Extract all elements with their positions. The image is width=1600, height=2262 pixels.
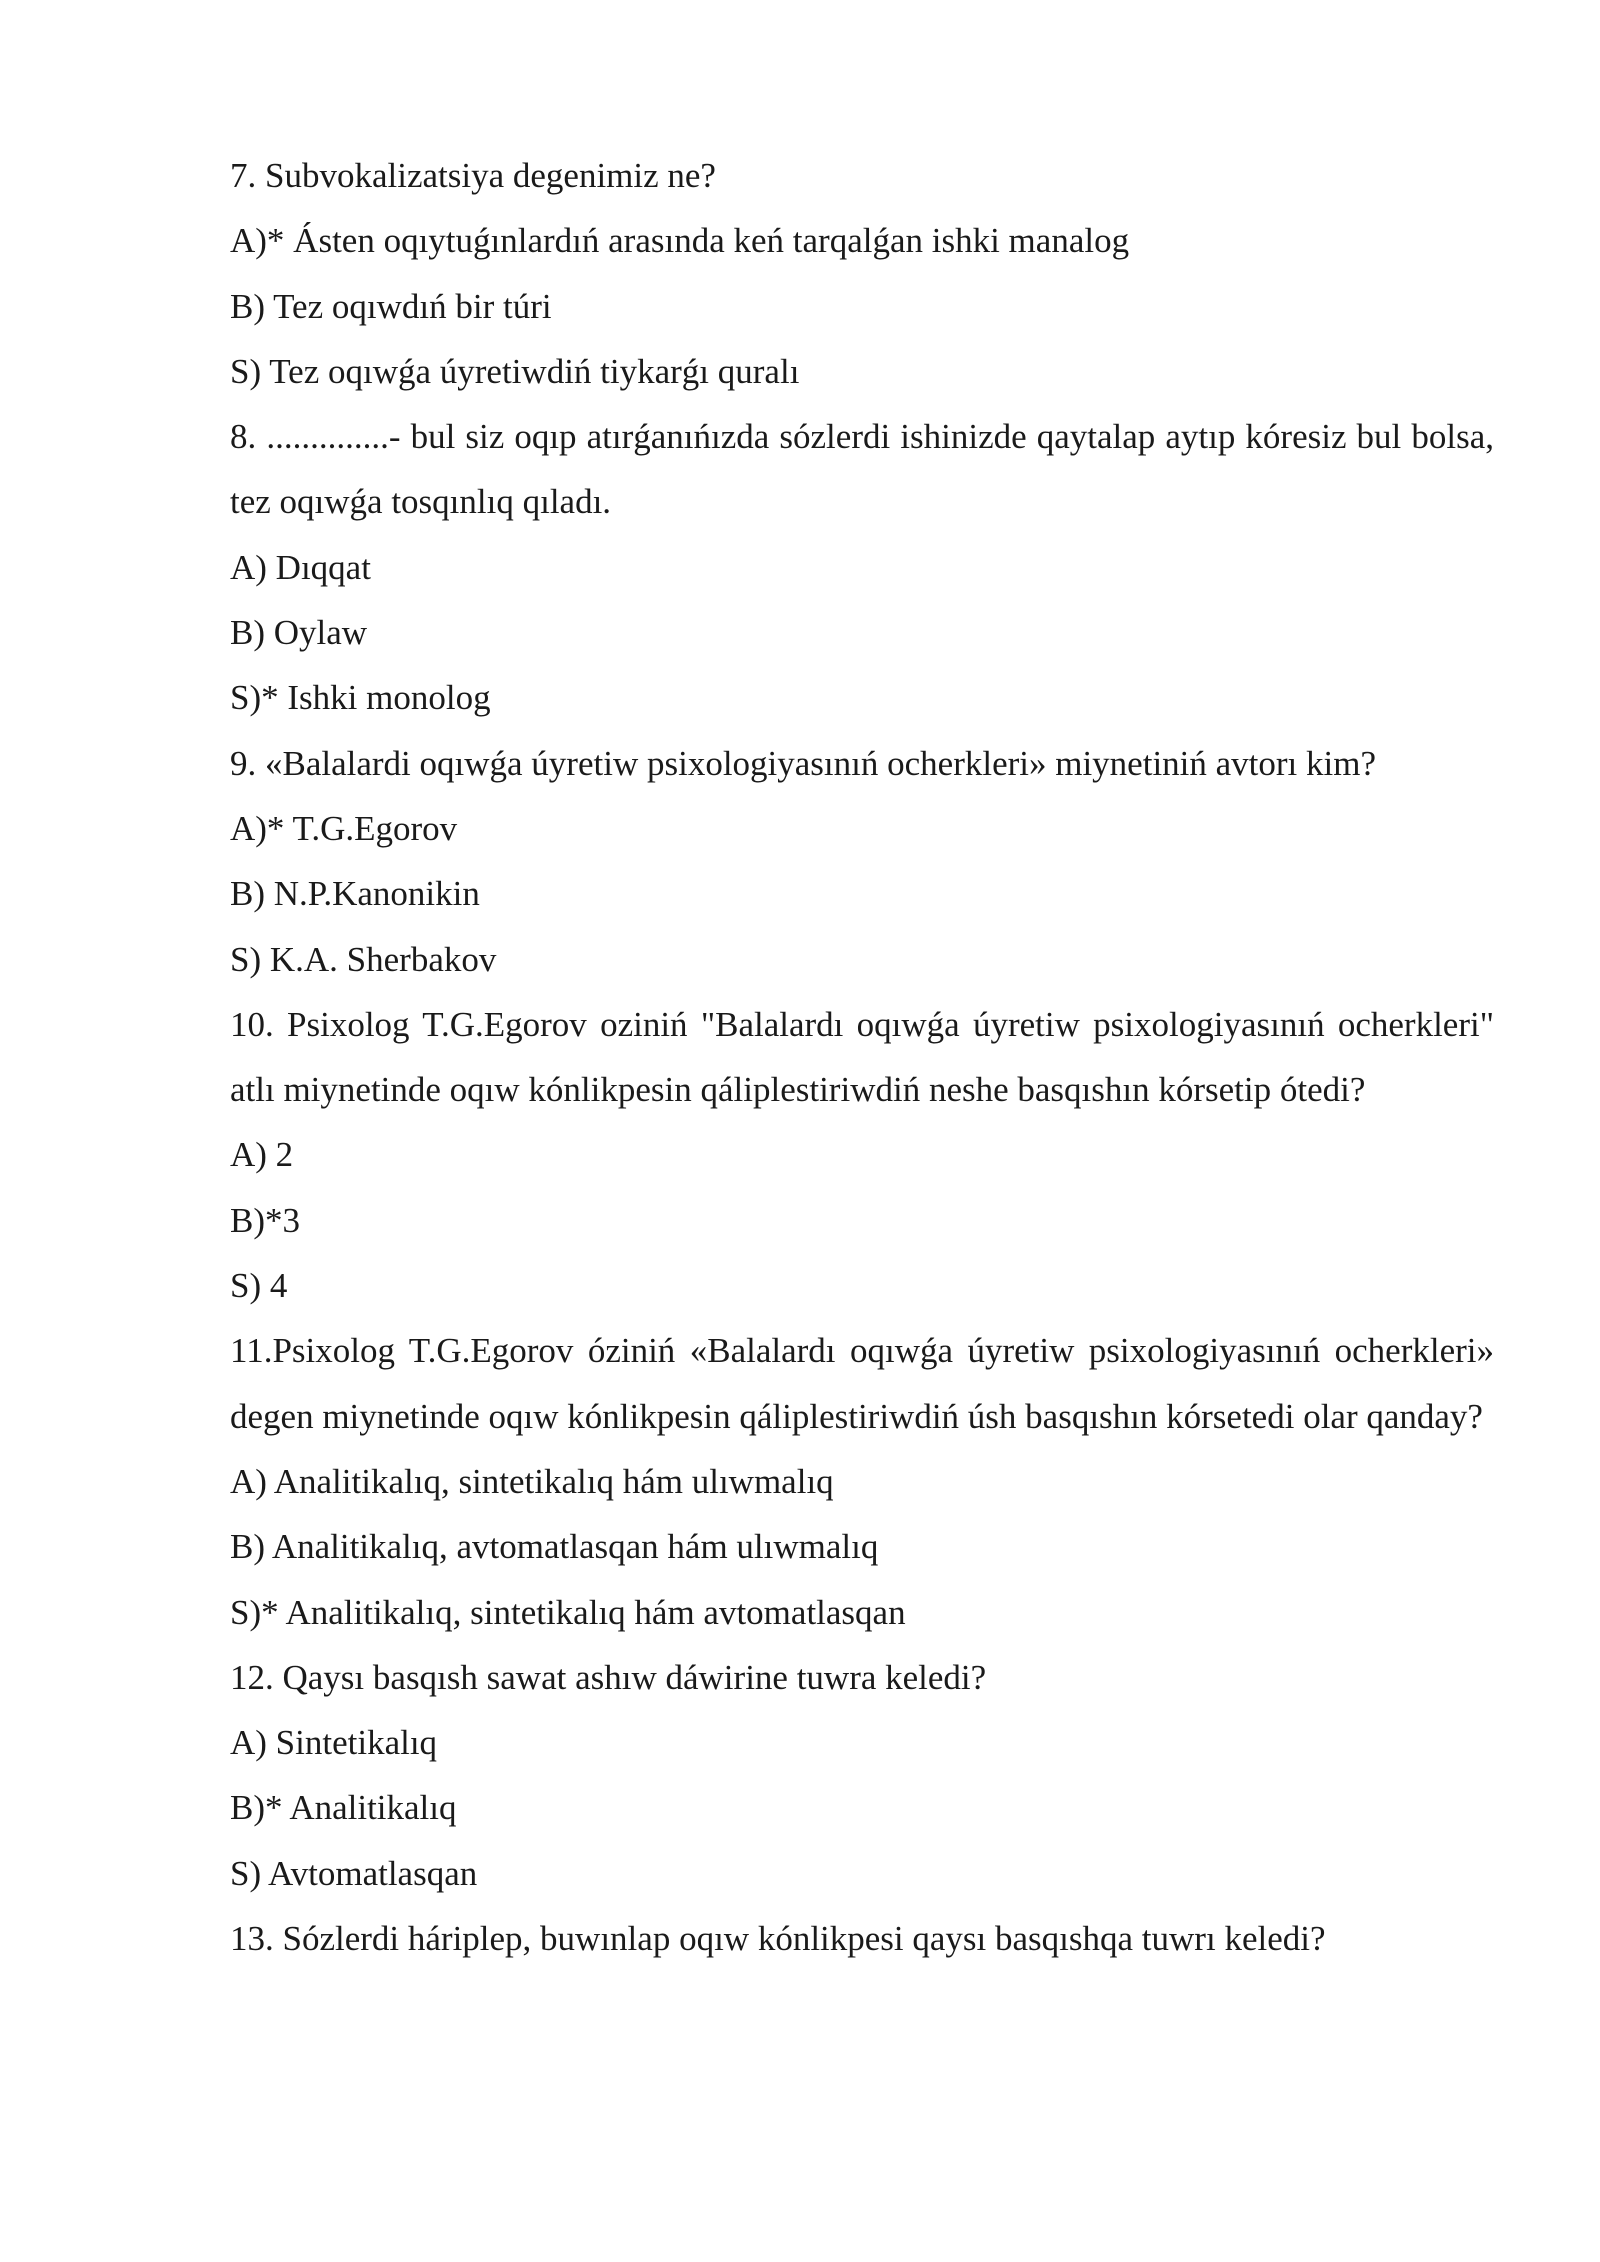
question-9: 9. «Balalardi oqıwǵa úyretiw psixologiyasınıń ocherkleri» miynetiniń avtorı kim? xyxy=(230,743,1377,783)
option-12b: B)* Analitikalıq xyxy=(230,1788,457,1828)
option-11b: B) Analitikalıq, avtomatlasqan hám ulıwmalıq xyxy=(230,1527,879,1567)
option-11s: S)* Analitikalıq, sintetikalıq hám avtomatlasqan xyxy=(230,1592,906,1632)
option-9a: A)* T.G.Egorov xyxy=(230,808,458,848)
document-page xyxy=(230,143,1494,1971)
option-8b: B) Oylaw xyxy=(230,613,368,653)
question-8: 8. ..............- bul siz oqıp atırǵanıńızda sózlerdi ishinizde qaytalap aytıp kóresiz bul bolsa, tez oqıwǵa tosqınlıq qıladı. xyxy=(230,417,1494,522)
option-10b: B)*3 xyxy=(230,1200,300,1240)
option-7a: A)* Ásten oqıytuǵınlardıń arasında keń tarqalǵan ishki manalog xyxy=(230,221,1130,261)
option-9s: S) K.A. Sherbakov xyxy=(230,939,497,979)
option-7b: B) Tez oqıwdıń bir túri xyxy=(230,286,552,326)
option-10a: A) 2 xyxy=(230,1135,294,1175)
question-13: 13. Sózlerdi háriplep, buwınlap oqıw kónlikpesi qaysı basqıshqa tuwrı keledi? xyxy=(230,1919,1326,1959)
option-10s: S) 4 xyxy=(230,1266,288,1306)
option-12s: S) Avtomatlasqan xyxy=(230,1853,478,1893)
option-8a: A) Dıqqat xyxy=(230,547,371,587)
option-11a: A) Analitikalıq, sintetikalıq hám ulıwmalıq xyxy=(230,1461,834,1501)
question-7: 7. Subvokalizatsiya degenimiz ne? xyxy=(230,156,716,195)
option-7s: S) Tez oqıwǵa úyretiwdiń tiykarǵı quralı xyxy=(230,351,800,391)
question-10: 10. Psixolog T.G.Egorov oziniń "Balalardı oqıwǵa úyretiw psixologiyasınıń ocherkleri" atlı miynetinde oqıw kónlikpesin qáliplestiriwdiń neshe basqıshın kórsetip ótedi? xyxy=(230,1004,1494,1110)
option-12a: A) Sintetikalıq xyxy=(230,1723,438,1763)
question-11: 11.Psixolog T.G.Egorov óziniń «Balalardı oqıwǵa úyretiw psixologiyasınıń ocherkleri» degen miynetinde oqıw kónlikpesin qáliplestiriwdiń úsh basqıshın kórsetedi olar qanday? xyxy=(230,1331,1494,1436)
option-9b: B) N.P.Kanonikin xyxy=(230,874,480,914)
question-12: 12. Qaysı basqısh sawat ashıw dáwirine tuwra keledi? xyxy=(230,1657,987,1697)
option-8s: S)* Ishki monolog xyxy=(230,678,491,718)
